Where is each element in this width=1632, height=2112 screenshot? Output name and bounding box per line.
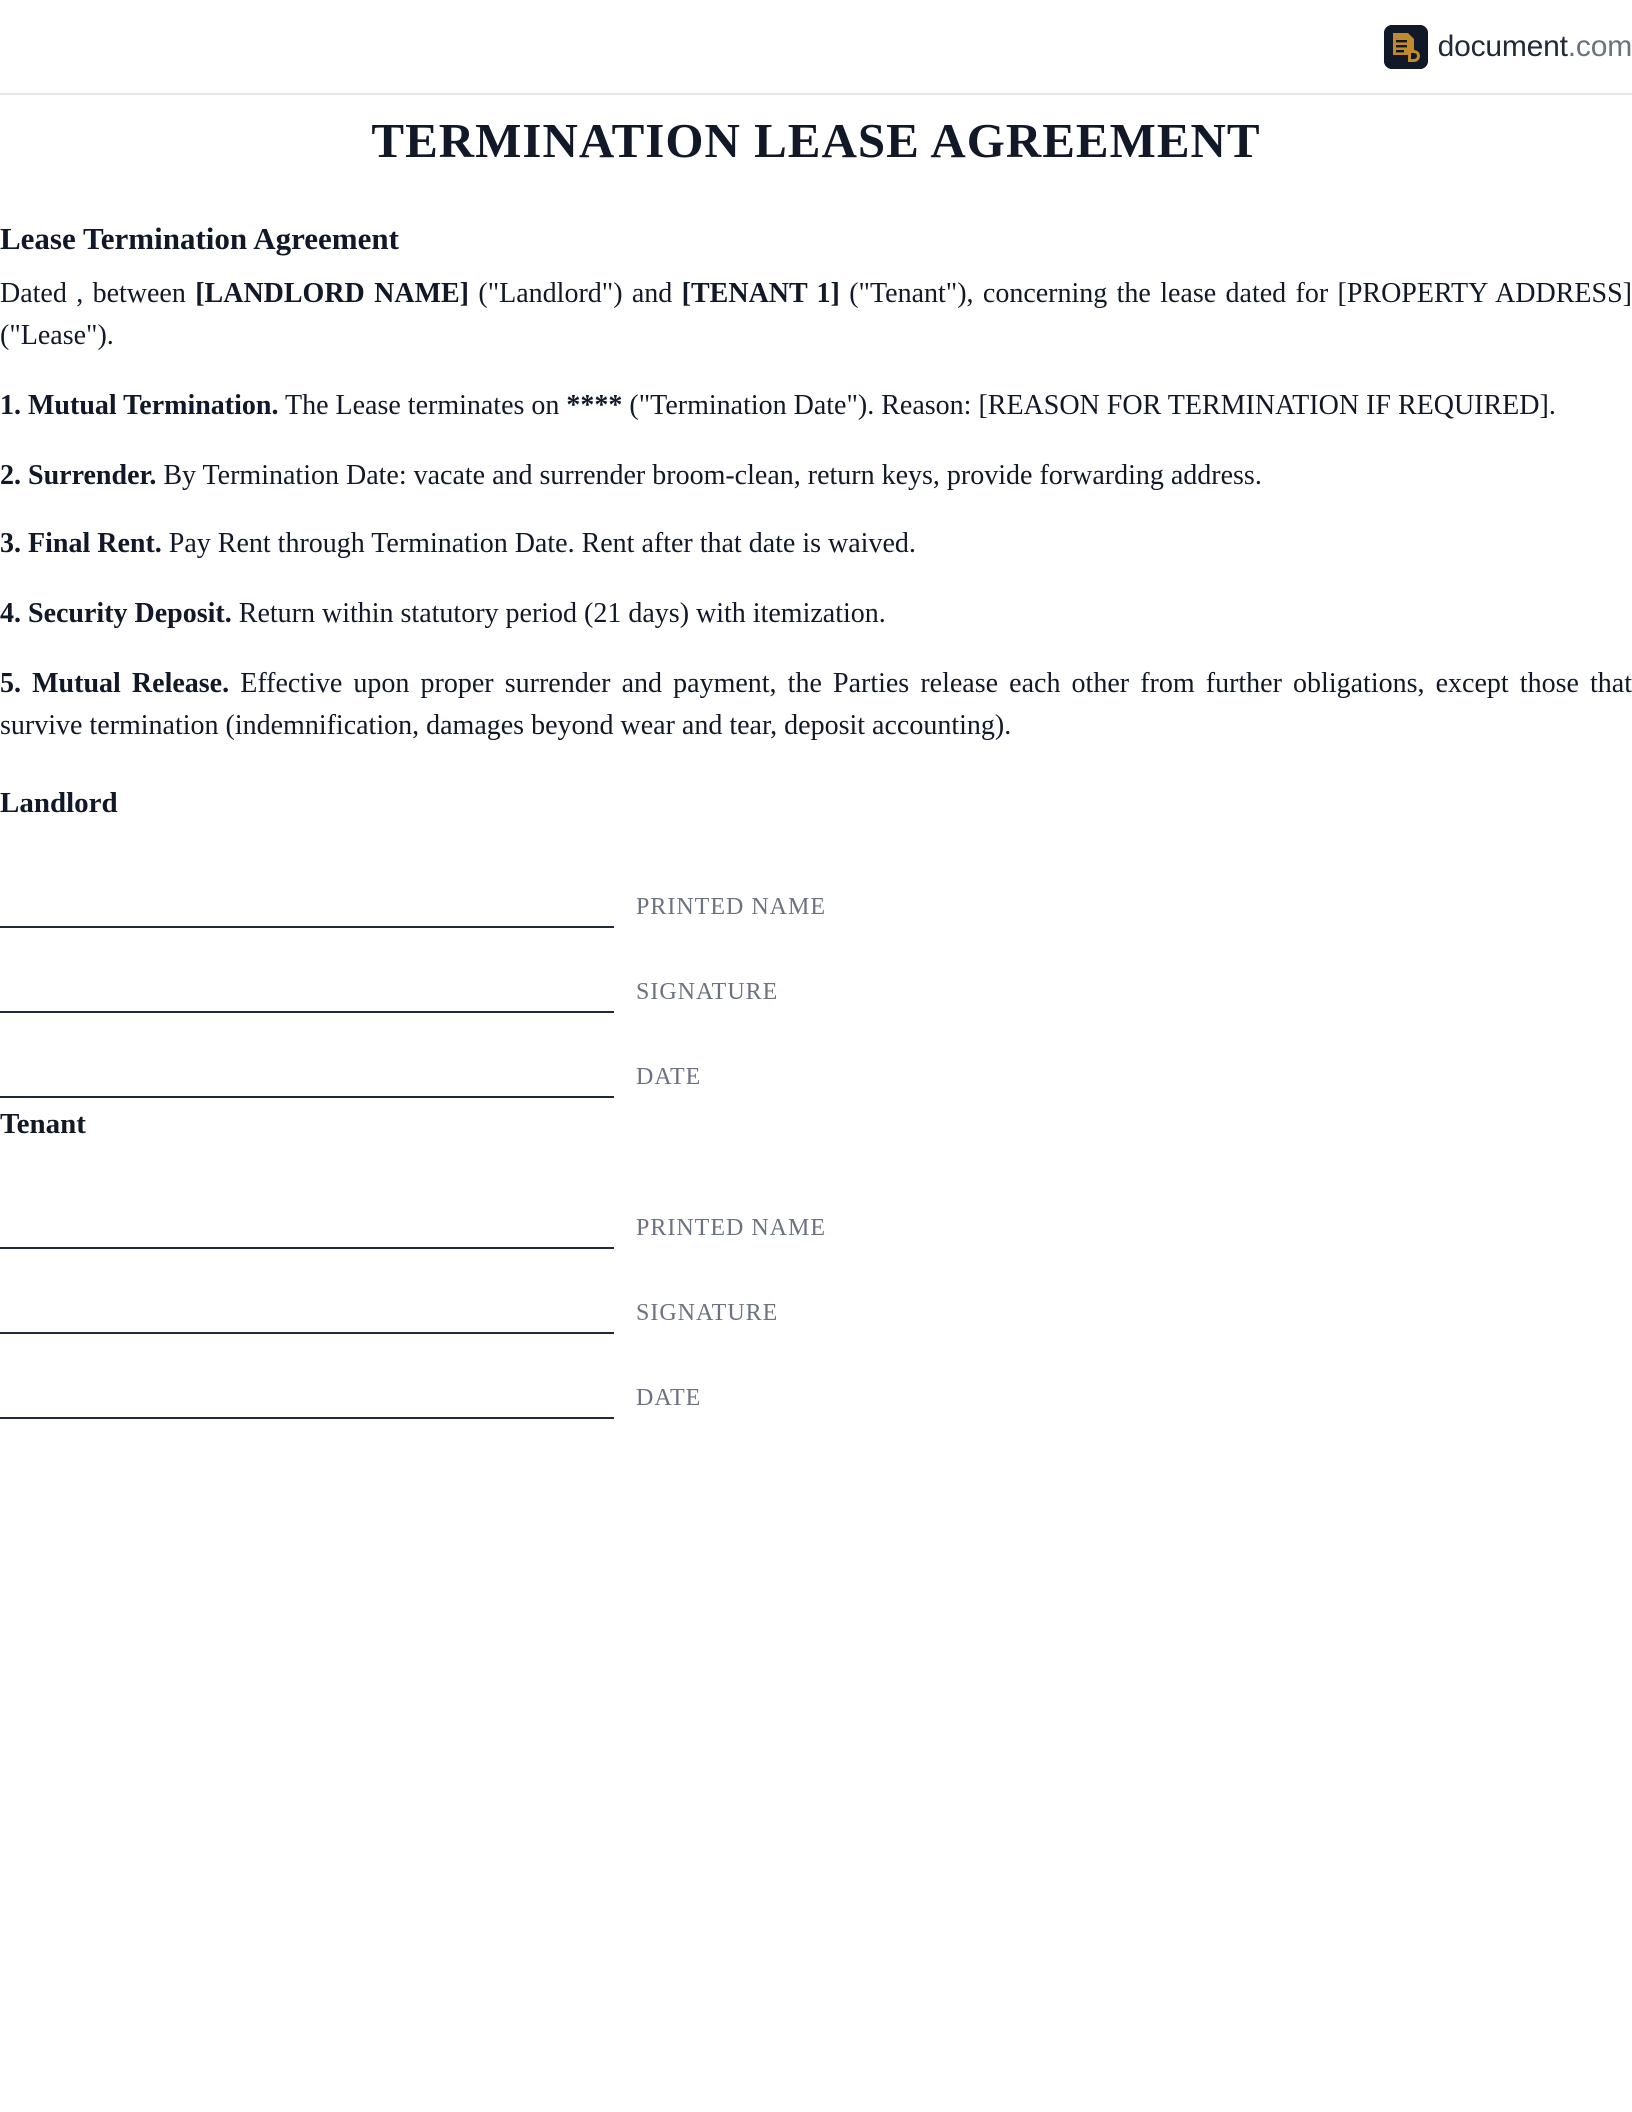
clause-security-deposit xyxy=(0,593,1632,635)
clause-heading: 1. Mutual Termination. xyxy=(0,390,279,421)
signature-row xyxy=(0,928,1632,1013)
clause-final-rent xyxy=(0,523,1632,565)
signature-field-label: DATE xyxy=(636,1385,702,1411)
termination-date-placeholder: **** xyxy=(566,390,623,421)
clause-text: Return within statutory period (21 days) with itemization. xyxy=(231,598,886,629)
signature-row xyxy=(0,1164,1632,1249)
clause-surrender xyxy=(0,455,1632,497)
brand-name-tld: .com xyxy=(1567,30,1632,63)
signature-row xyxy=(0,1013,1632,1098)
intro-text-1: Dated , between xyxy=(0,278,196,309)
page-header xyxy=(0,0,1632,95)
tenant-name-placeholder: [TENANT 1] xyxy=(681,278,840,309)
signature-field-label: PRINTED NAME xyxy=(636,1215,826,1241)
tenant-date-line[interactable] xyxy=(0,1417,614,1419)
clause-heading: 3. Final Rent. xyxy=(0,528,162,559)
clause-text: Effective upon proper surrender and payment, the Parties release each other from further obligations, except those that survive termination (indemnification, damages beyond wear and tear, deposit accounting). xyxy=(0,668,1632,741)
document-logo-icon xyxy=(1384,25,1428,69)
brand-name xyxy=(1438,24,1632,70)
landlord-name-placeholder: [LANDLORD NAME] xyxy=(195,278,470,309)
landlord-section-title: Landlord xyxy=(0,787,118,819)
signature-row xyxy=(0,1249,1632,1334)
landlord-signature-block xyxy=(0,843,1632,1098)
signature-row xyxy=(0,843,1632,928)
brand-name-main: document xyxy=(1437,30,1568,63)
clause-heading: 4. Security Deposit. xyxy=(0,598,232,629)
tenant-signature-block xyxy=(0,1164,1632,1419)
clause-mutual-termination xyxy=(0,385,1632,427)
document-heading: Lease Termination Agreement xyxy=(0,221,399,256)
clause-text: ("Termination Date"). Reason: [REASON FOR TERMINATION IF REQUIRED]. xyxy=(622,390,1556,421)
clause-heading: 2. Surrender. xyxy=(0,460,157,491)
clause-text: Pay Rent through Termination Date. Rent after that date is waived. xyxy=(161,528,916,559)
intro-text-3: ("Tenant"), concerning the lease dated for [PROPERTY ADDRESS] ("Lease"). xyxy=(0,278,1632,351)
brand[interactable] xyxy=(1384,24,1632,70)
clause-text: The Lease terminates on xyxy=(278,390,567,421)
clause-mutual-release xyxy=(0,663,1632,747)
signature-field-label: SIGNATURE xyxy=(636,1300,779,1326)
tenant-section-title: Tenant xyxy=(0,1108,86,1140)
intro-paragraph xyxy=(0,273,1632,357)
signature-row xyxy=(0,1334,1632,1419)
document-body xyxy=(0,93,1632,1419)
clause-heading: 5. Mutual Release. xyxy=(0,668,230,699)
clause-text: By Termination Date: vacate and surrender broom-clean, return keys, provide forwarding address. xyxy=(156,460,1262,491)
document-title: TERMINATION LEASE AGREEMENT xyxy=(371,113,1261,168)
landlord-date-line[interactable] xyxy=(0,1096,614,1098)
intro-text-2: ("Landlord") and xyxy=(469,278,682,309)
signature-field-label: SIGNATURE xyxy=(636,979,779,1005)
signature-field-label: PRINTED NAME xyxy=(636,894,826,920)
signature-field-label: DATE xyxy=(636,1064,702,1090)
